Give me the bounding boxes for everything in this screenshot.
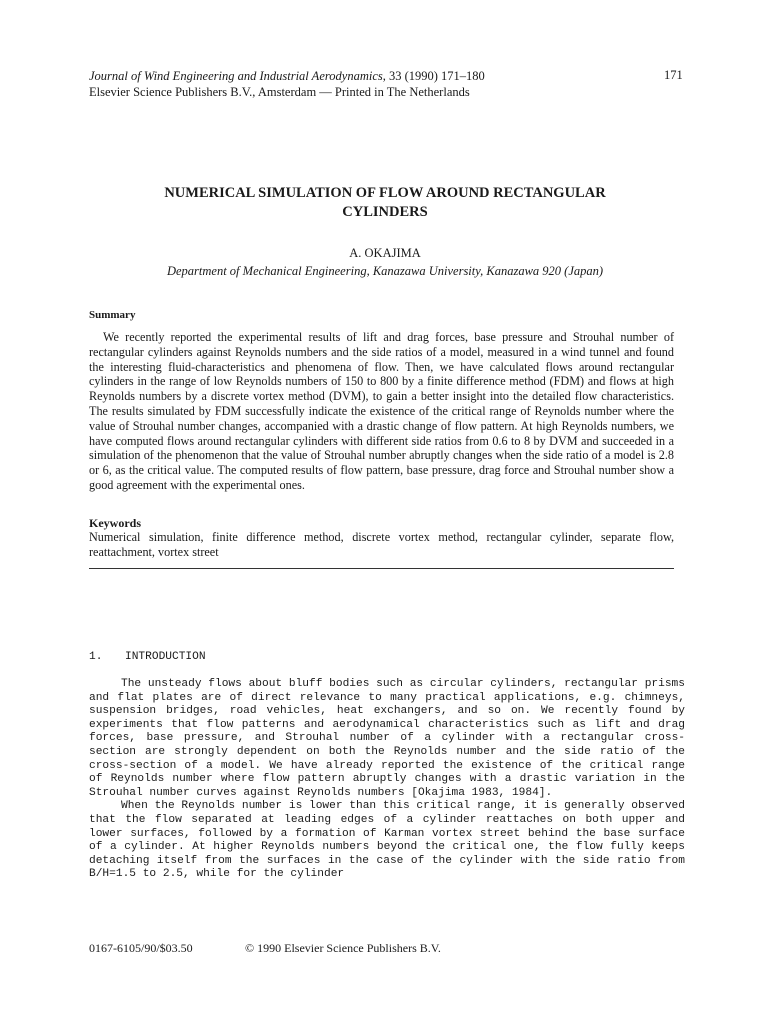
journal-citation: [89, 68, 649, 84]
page-footer: [89, 941, 649, 956]
journal-volume: , 33 (1990) 171–180: [382, 69, 485, 83]
publisher-line: Elsevier Science Publishers B.V., Amsterdam — Printed in The Netherlands: [89, 85, 470, 99]
issn-code: 0167-6105/90/$03.50: [89, 941, 193, 955]
title-line-2: CYLINDERS: [342, 204, 428, 220]
journal-name: Journal of Wind Engineering and Industrial Aerodynamics: [89, 69, 383, 83]
summary-text: We recently reported the experimental results of lift and drag forces, base pressure and Strouhal number of rectangular cylinders against Reynolds numbers and the side ratios of a model, measured in a wind tunnel and found the interesting fluid-characteristics and phenomena of flow. Then, we have calculated flows around rectangular cylinders in the range of low Reynolds numbers of 150 to 800 by a finite difference method (FDM) and flows at high Reynolds numbers by a discrete vortex method (DVM), to gain a better insight into the detailed flow characteristics. The results simulated by FDM successfully indicate the existence of the critical range of Reynolds number where the value of Strouhal number changes, accompanied with a drastic change of flow pattern. At high Reynolds numbers, we have computed flows around rectangular cylinders with different side ratios from 0.6 to 8 by DVM and succeeded in a simulation of the phenomenon that the value of Strouhal number abruptly changes when the side ratio of a model is 2.8 or 6, as the critical value. The computed results of flow pattern, base pressure, drag force and Strouhal number show a good agreement with the experimental ones.: [89, 330, 674, 492]
section-title: INTRODUCTION: [125, 651, 206, 663]
article-title: [90, 184, 680, 222]
introduction-paragraph-2: When the Reynolds number is lower than this critical range, it is generally observed that the flow separated at leading edges of a cylinder reattaches on both upper and lower surfaces, followed by a formation of Karman vortex street behind the base surface of a cylinder. At higher Reynolds numbers beyond the critical one, the flow fully keeps detaching itself from the surfaces in the case of the cylinder with the side ratio from B/H=1.5 to 2.5, while for the cylinder: [89, 800, 685, 881]
section-divider: [89, 568, 674, 569]
copyright-notice: © 1990 Elsevier Science Publishers B.V.: [245, 941, 441, 955]
introduction-body: [89, 678, 685, 882]
title-line-1: NUMERICAL SIMULATION OF FLOW AROUND RECTANGULAR: [164, 185, 606, 201]
page-number: 171: [664, 68, 683, 82]
author-affiliation: Department of Mechanical Engineering, Kanazawa University, Kanazawa 920 (Japan): [166, 264, 604, 278]
introduction-heading: [89, 651, 206, 663]
introduction-paragraph-1: The unsteady flows about bluff bodies such as circular cylinders, rectangular prisms and flat plates are of direct relevance to many practical applications, e.g. chimneys, suspension bridges, road vehicles, heat exchangers, and so on. We recently found by experiments that flow patterns and aerodynamical characteristics such as lift and drag forces, base pressure, and Strouhal number of a cylinder with a rectangular cross-section are strongly dependent on both the Reynolds number and the side ratio of the cross-section of a model. We have already reported the existence of the critical range of Reynolds number where flow pattern abruptly changes with a drastic variation in the Strouhal number curves against Reynolds numbers [Okajima 1983, 1984].: [89, 678, 685, 799]
author-name: A. OKAJIMA: [349, 246, 421, 260]
keywords-text: Numerical simulation, finite difference method, discrete vortex method, rectangular cylinder, separate flow, reattachment, vortex street: [89, 530, 674, 559]
journal-header: [89, 68, 649, 100]
section-number: 1.: [89, 651, 103, 663]
summary-heading: Summary: [89, 309, 136, 321]
keywords-heading: Keywords: [89, 516, 141, 530]
